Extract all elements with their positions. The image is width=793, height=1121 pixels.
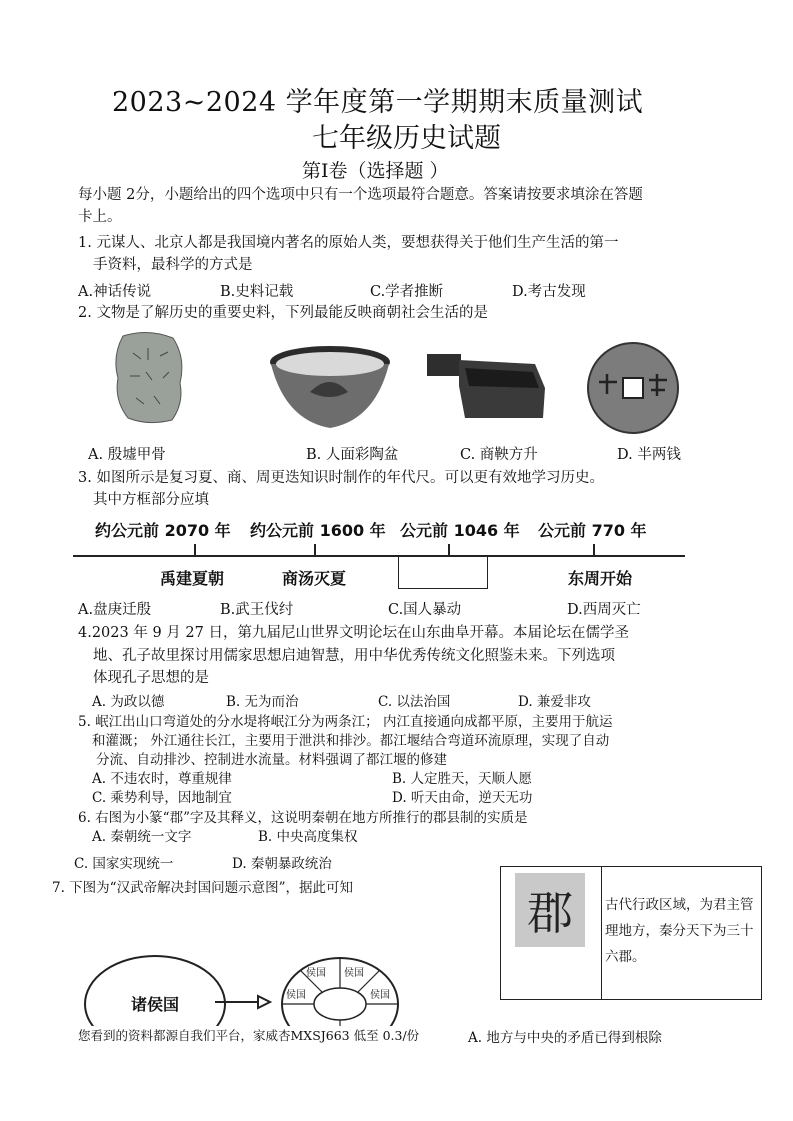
small-state-label: 侯国 — [306, 968, 326, 979]
q6-definition-line2: 理地方，秦分天下为三十 — [605, 923, 754, 939]
q3-stem-line2: 其中方框部分应填 — [93, 492, 209, 508]
q2-option-d: D. 半两钱 — [617, 447, 681, 463]
big-state-label: 诸侯国 — [130, 995, 180, 1014]
timeline-date-3: 公元前 1046 年 — [400, 521, 520, 540]
table-divider — [601, 867, 602, 999]
timeline-blank-box — [398, 556, 488, 589]
q4-stem-line2: 地、孔子故里探讨用儒家思想启迪智慧，用中华优秀传统文化照鉴未来。下列选项 — [93, 648, 615, 664]
q1-stem-line1: 1. 元谋人、北京人都是我国境内著名的原始人类，要想获得关于他们生产生活的第一 — [78, 235, 619, 251]
timeline-event-1: 禹建夏朝 — [160, 569, 225, 588]
q4-stem-line3: 体现孔子思想的是 — [93, 670, 209, 686]
q6-option-a: A. 秦朝统一文字 — [92, 829, 192, 845]
q6-option-d: D. 秦朝暴政统治 — [232, 856, 332, 872]
q3-option-a: A.盘庚迁殷 — [78, 602, 152, 618]
timeline-event-3: 东周开始 — [568, 569, 633, 588]
q6-definition-line3: 六郡。 — [605, 949, 646, 965]
instructions-line2: 卡上。 — [78, 209, 122, 225]
timeline-date-2: 约公元前 1600 年 — [250, 521, 386, 540]
q4-option-d: D. 兼爱非攻 — [518, 694, 591, 710]
q3-stem-line1: 3. 如图所示是复习夏、商、周更迭知识时制作的年代尺。可以更有效地学习历史。 — [78, 470, 604, 486]
section-title: 第Ⅰ卷（选择题 ） — [302, 160, 449, 182]
oracle-bone-image — [108, 328, 188, 428]
pottery-basin-image — [265, 340, 395, 435]
q4-stem-line1: 4.2023 年 9 月 27 日，第九届尼山世界文明论坛在山东曲阜开幕。本届论坛在儒学圣 — [78, 625, 629, 641]
small-state-label: 侯国 — [286, 990, 306, 1001]
q5-stem-line1: 5. 岷江出山口弯道处的分水堤将岷江分为两条江； 内江直接通向成都平原，主要用于航运 — [78, 714, 613, 730]
q5-option-b: B. 人定胜天，天顺人愿 — [392, 771, 533, 787]
arrow-icon — [215, 996, 270, 1008]
q5-option-a: A. 不违农时，尊重规律 — [92, 771, 232, 787]
timeline-tick — [314, 544, 316, 556]
q1-option-a: A.神话传说 — [78, 284, 152, 300]
q2-option-c: C. 商鞅方升 — [460, 447, 538, 463]
banliang-coin-image — [585, 340, 681, 436]
timeline-event-2: 商汤灭夏 — [282, 569, 347, 588]
seal-script-character: 郡 — [515, 873, 585, 947]
q5-stem-line2: 和灌溉； 外江通往长江，主要用于泄洪和排沙。都江堰结合弯道环流原理，实现了自动 — [92, 733, 610, 749]
q4-option-c: C. 以法治国 — [378, 694, 451, 710]
q7-stem: 7. 下图为“汉武帝解决封国问题示意图”，据此可知 — [52, 880, 353, 896]
q4-option-a: A. 为政以德 — [92, 694, 165, 710]
q6-definition-line1: 古代行政区域，为君主管 — [605, 897, 754, 913]
timeline-date-1: 约公元前 2070 年 — [95, 521, 231, 540]
small-state-label: 侯国 — [370, 990, 390, 1001]
q5-stem-line3: 分流、自动排沙、控制进水流量。材料强调了都江堰的修建 — [96, 752, 447, 768]
q1-option-c: C.学者推断 — [370, 284, 444, 300]
q3-option-c: C.国人暴动 — [388, 602, 462, 618]
exam-subtitle: 七年级历史试题 — [312, 123, 501, 154]
q7-option-a: A. 地方与中央的矛盾已得到根除 — [468, 1030, 662, 1046]
exam-title: 2023~2024 学年度第一学期期末质量测试 — [112, 87, 644, 118]
q1-stem-line2: 手资料，最科学的方式是 — [93, 257, 253, 273]
q7-footer-watermark: 您看到的资料都源自我们平台，家威杏MXSJ663 低至 0.3/份 — [78, 1028, 420, 1043]
q3-option-b: B.武王伐纣 — [220, 602, 294, 618]
timeline-date-4: 公元前 770 年 — [538, 521, 647, 540]
shang-yang-measure-image — [425, 346, 550, 426]
q6-option-b: B. 中央高度集权 — [258, 829, 358, 845]
q1-option-b: B.史料记载 — [220, 284, 294, 300]
q2-option-b: B. 人面彩陶盆 — [306, 447, 399, 463]
instructions-line1: 每小题 2分，小题给出的四个选项中只有一个选项最符合题意。答案请按要求填涂在答题 — [78, 187, 643, 203]
small-state-label: 侯国 — [344, 968, 364, 979]
timeline-tick — [194, 544, 196, 556]
q3-option-d: D.西周灭亡 — [567, 602, 641, 618]
q5-option-d: D. 听天由命，逆天无功 — [392, 790, 533, 806]
timeline-tick — [593, 544, 595, 556]
q1-option-d: D.考古发现 — [512, 284, 586, 300]
timeline-tick — [448, 544, 450, 556]
q4-option-b: B. 无为而治 — [226, 694, 299, 710]
q2-stem: 2. 文物是了解历史的重要史料，下列最能反映商朝社会生活的是 — [78, 305, 488, 321]
q6-character-table — [500, 866, 762, 1000]
q2-option-a: A. 殷墟甲骨 — [88, 447, 166, 463]
q5-option-c: C. 乘势利导，因地制宜 — [92, 790, 232, 806]
q6-stem: 6. 右图为小篆“郡”字及其释义，这说明秦朝在地方所推行的郡县制的实质是 — [78, 810, 528, 826]
q6-option-c: C. 国家实现统一 — [74, 856, 174, 872]
